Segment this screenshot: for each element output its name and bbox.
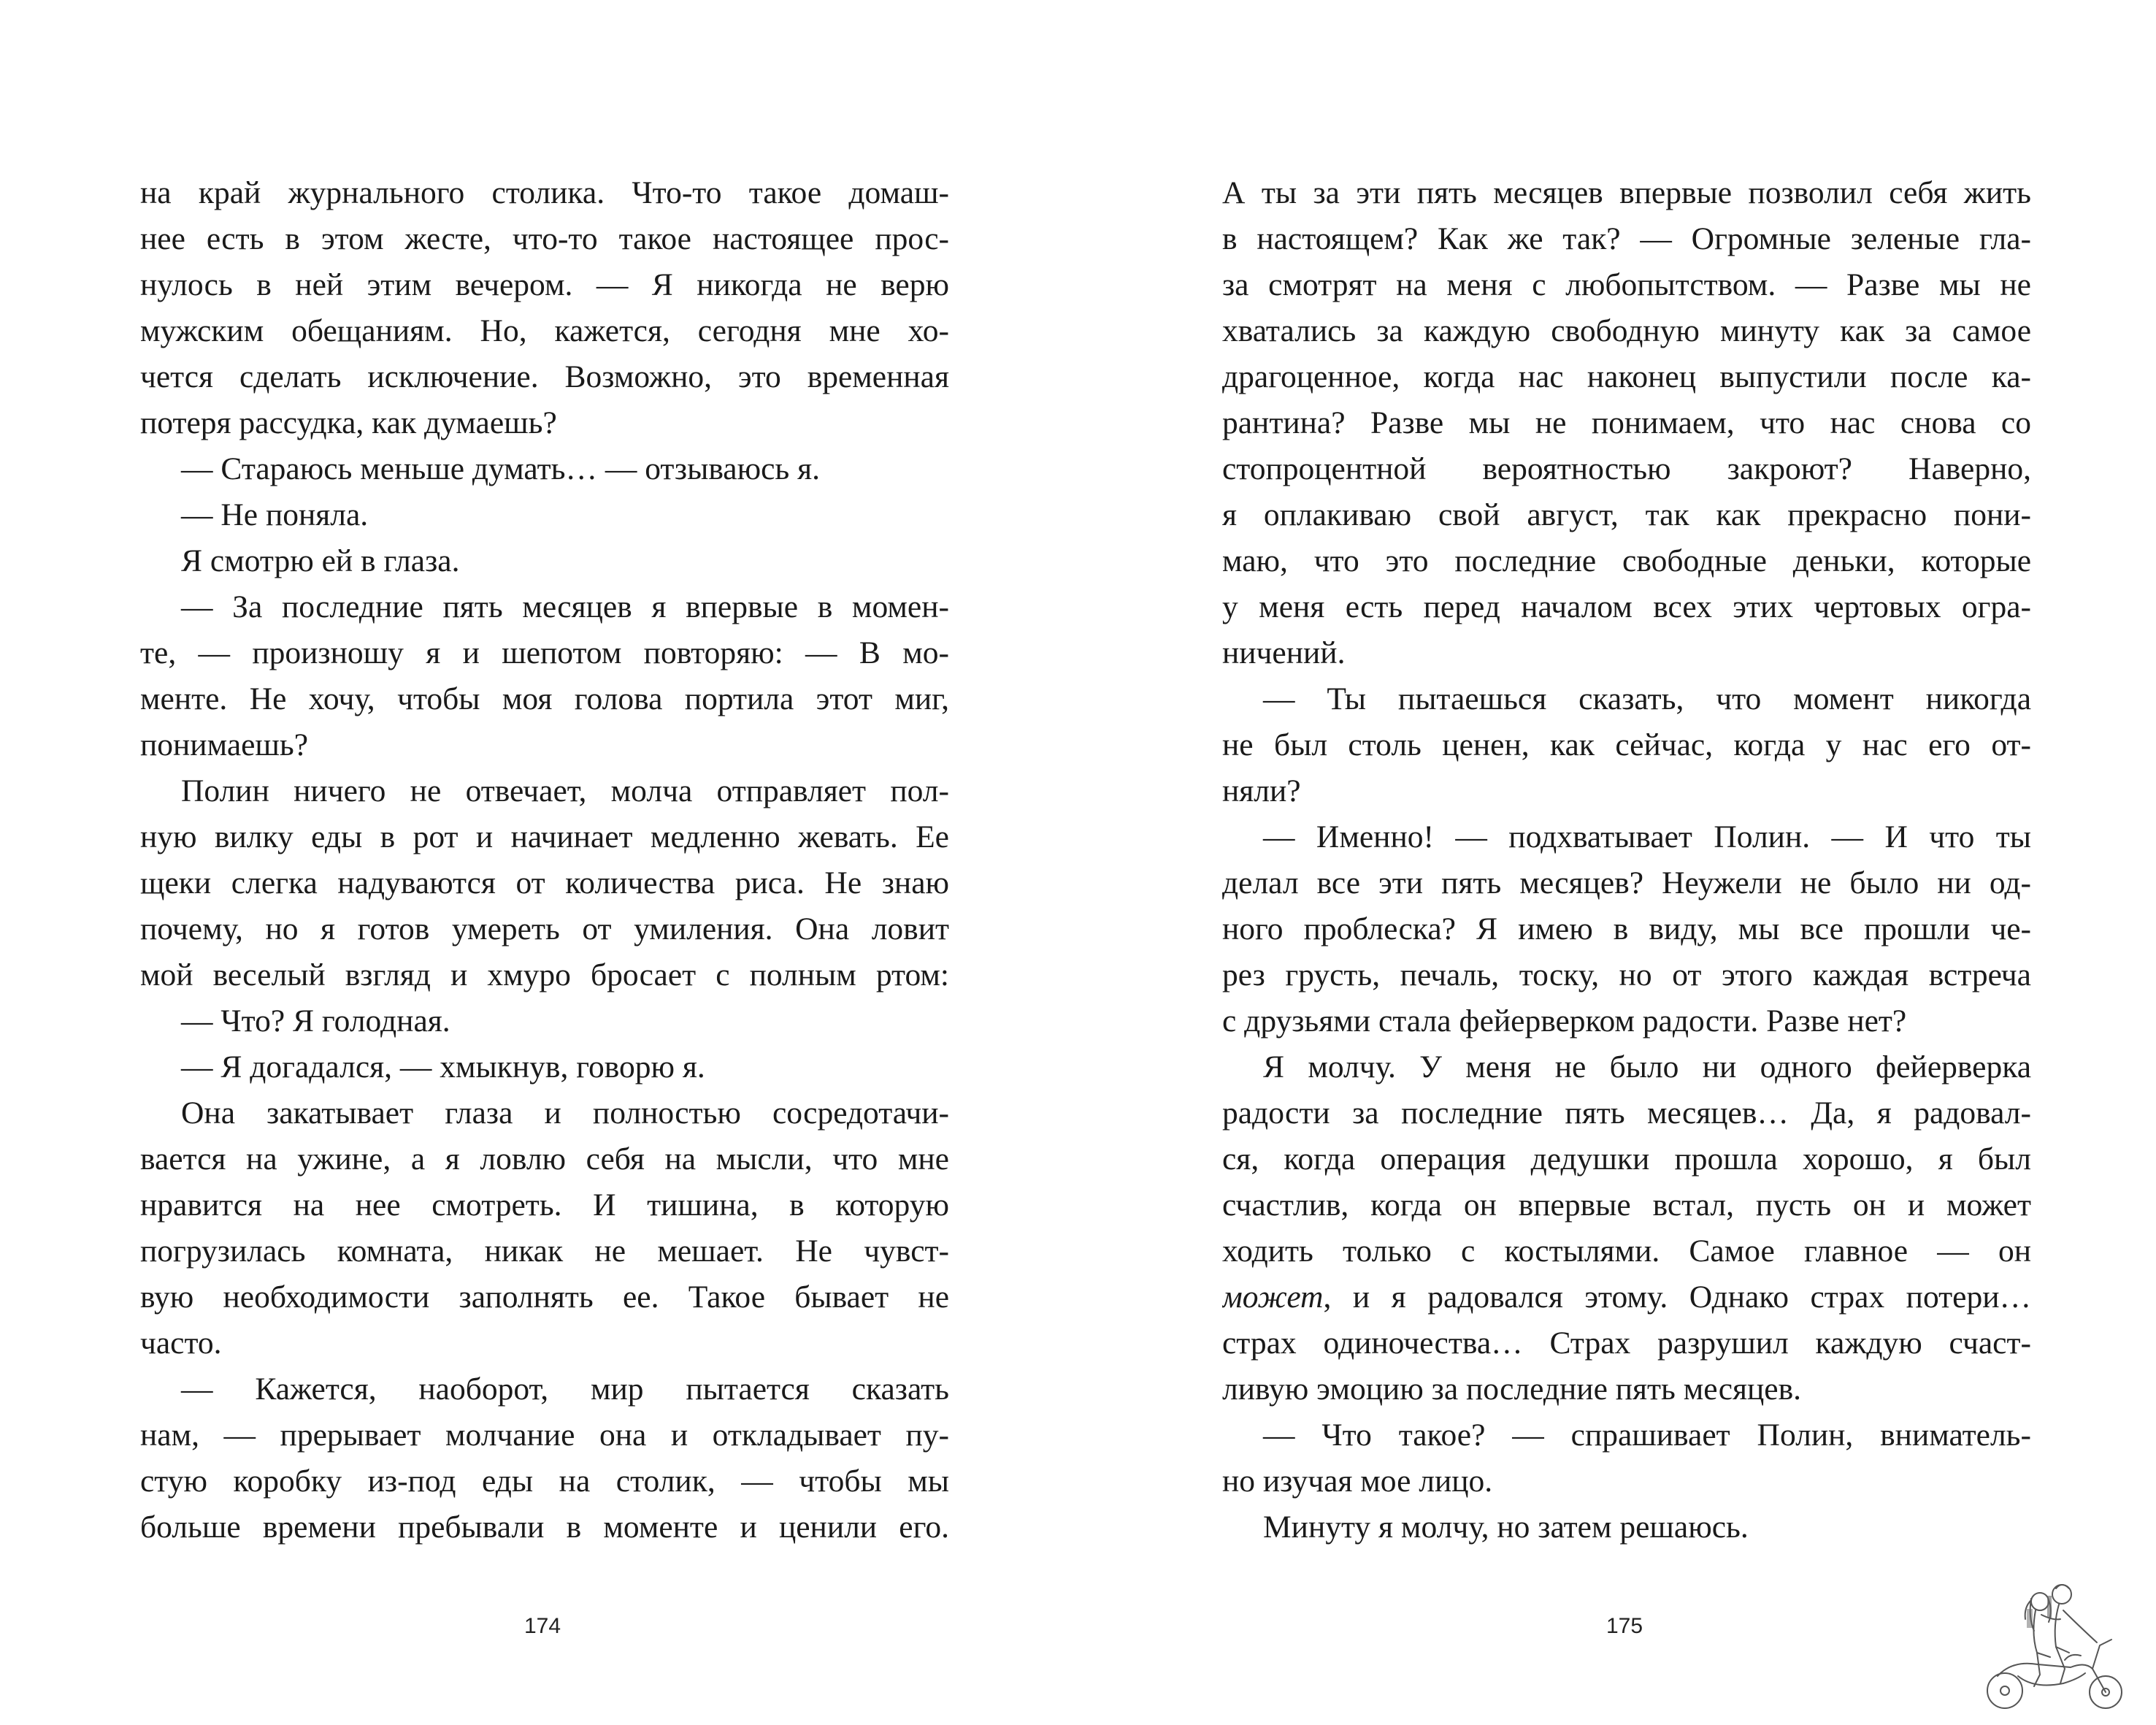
text-line-emphasis: может xyxy=(1222,1280,1324,1315)
text-line: Я молчу. У меня не было ни одного фейерверка xyxy=(1263,1049,2031,1085)
text-line-rest: , и я радовался этому. Однако страх потери… xyxy=(1323,1280,2031,1315)
text-line: на край журнального столика. Что-то такое домаш- xyxy=(140,175,949,210)
text-line: почему, но я готов умереть от умиления. Она ловит xyxy=(140,911,949,946)
text-line: я оплакиваю свой август, так как прекрасно пони- xyxy=(1222,497,2031,532)
text-line: в настоящем? Как же так? — Огромные зеленые гла- xyxy=(1222,221,2031,256)
text-line xyxy=(1222,1274,2031,1320)
text-line: не был столь ценен, как сейчас, когда у нас его от- xyxy=(1222,727,2031,762)
text-line: нее есть в этом жесте, что-то такое настоящее прос- xyxy=(140,221,949,256)
text-line: часто. xyxy=(140,1326,222,1361)
text-line: ливую эмоцию за последние пять месяцев. xyxy=(1222,1372,1802,1407)
text-line: счастлив, когда он впервые встал, пусть он и может xyxy=(1222,1187,2031,1223)
left-page-text xyxy=(140,170,949,1550)
text-line: маю, что это последние свободные деньки, которые xyxy=(1222,543,2031,578)
text-line: — Не поняла. xyxy=(181,497,369,532)
text-line: ходить только с костылями. Самое главное — он xyxy=(1222,1233,2031,1269)
text-line: Минуту я молчу, но затем решаюсь. xyxy=(1263,1510,1749,1545)
text-line: — Стараюсь меньше думать… — отзываюсь я. xyxy=(181,451,820,486)
right-page-number: 175 xyxy=(1606,1614,1643,1638)
text-line: у меня есть перед началом всех этих чертовых огра- xyxy=(1222,589,2031,624)
text-line: понимаешь? xyxy=(140,727,309,762)
text-line: — За последние пять месяцев я впервые в момен- xyxy=(181,589,949,624)
text-line: — Ты пытаешься сказать, что момент никогда xyxy=(1263,681,2031,716)
text-line: А ты за эти пять месяцев впервые позволил себя жить xyxy=(1222,175,2031,210)
text-line: радости за последние пять месяцев… Да, я радовал- xyxy=(1222,1095,2031,1131)
text-line: Я смотрю ей в глаза. xyxy=(181,543,460,578)
text-line: ную вилку еды в рот и начинает медленно жевать. Ее xyxy=(140,819,949,854)
text-line: — Кажется, наоборот, мир пытается сказать xyxy=(181,1372,949,1407)
text-line: нравится на нее смотреть. И тишина, в которую xyxy=(140,1187,949,1223)
text-line: Она закатывает глаза и полностью сосредотачи- xyxy=(181,1095,949,1131)
right-page xyxy=(1078,0,2155,1725)
motorcycle-couple-illustration-icon xyxy=(1983,1567,2129,1716)
text-line: потеря рассудка, как думаешь? xyxy=(140,405,557,440)
text-line: менте. Не хочу, чтобы моя голова портила этот миг, xyxy=(140,681,949,716)
text-line: вается на ужине, а я ловлю себя на мысли, что мне xyxy=(140,1141,949,1177)
text-line: драгоценное, когда нас наконец выпустили после ка- xyxy=(1222,359,2031,394)
text-line: но изучая мое лицо. xyxy=(1222,1464,1493,1499)
text-line: няли? xyxy=(1222,773,1301,808)
text-line: нулось в ней этим вечером. — Я никогда не верю xyxy=(140,267,949,302)
text-line: страх одиночества… Страх разрушил каждую счаст- xyxy=(1222,1326,2031,1361)
text-line: делал все эти пять месяцев? Неужели не было ни од- xyxy=(1222,865,2031,900)
text-line: щеки слегка надуваются от количества риса. Не знаю xyxy=(140,865,949,900)
text-line: — Что? Я голодная. xyxy=(181,1003,450,1039)
text-line: стую коробку из-под еды на столик, — чтобы мы xyxy=(140,1464,949,1499)
text-line: — Именно! — подхватывает Полин. — И что ты xyxy=(1263,819,2031,854)
text-line: те, — произношу я и шепотом повторяю: — В мо- xyxy=(140,635,949,670)
text-line: больше времени пребывали в моменте и ценили его. xyxy=(140,1510,949,1545)
text-line: ничений. xyxy=(1222,635,1346,670)
right-page-text xyxy=(1222,170,2031,1550)
text-line: мой веселый взгляд и хмуро бросает с полным ртом: xyxy=(140,957,949,992)
text-line: хватались за каждую свободную минуту как за самое xyxy=(1222,313,2031,348)
text-line: нам, — прерывает молчание она и откладывает пу- xyxy=(140,1418,949,1453)
text-line: вую необходимости заполнять ее. Такое бывает не xyxy=(140,1280,949,1315)
text-line: за смотрят на меня с любопытством. — Разве мы не xyxy=(1222,267,2031,302)
left-page-number: 174 xyxy=(524,1614,561,1638)
text-line: чется сделать исключение. Возможно, это временная xyxy=(140,359,949,394)
text-line: — Что такое? — спрашивает Полин, вниматель- xyxy=(1263,1418,2031,1453)
text-line: Полин ничего не отвечает, молча отправляет пол- xyxy=(181,773,949,808)
text-line: — Я догадался, — хмыкнув, говорю я. xyxy=(181,1049,705,1085)
text-line: стопроцентной вероятностью закроют? Наверно, xyxy=(1222,451,2031,486)
text-line: мужским обещаниям. Но, кажется, сегодня мне хо- xyxy=(140,313,949,348)
text-line: ся, когда операция дедушки прошла хорошо, я был xyxy=(1222,1141,2031,1177)
text-line: ного проблеска? Я имею в виду, мы все прошли че- xyxy=(1222,911,2031,946)
text-line: погрузилась комната, никак не мешает. Не чувст- xyxy=(140,1233,949,1269)
text-line: рантина? Разве мы не понимаем, что нас снова со xyxy=(1222,405,2031,440)
text-line: с друзьями стала фейерверком радости. Разве нет? xyxy=(1222,1003,1907,1039)
text-line: рез грусть, печаль, тоску, но от этого каждая встреча xyxy=(1222,957,2031,992)
